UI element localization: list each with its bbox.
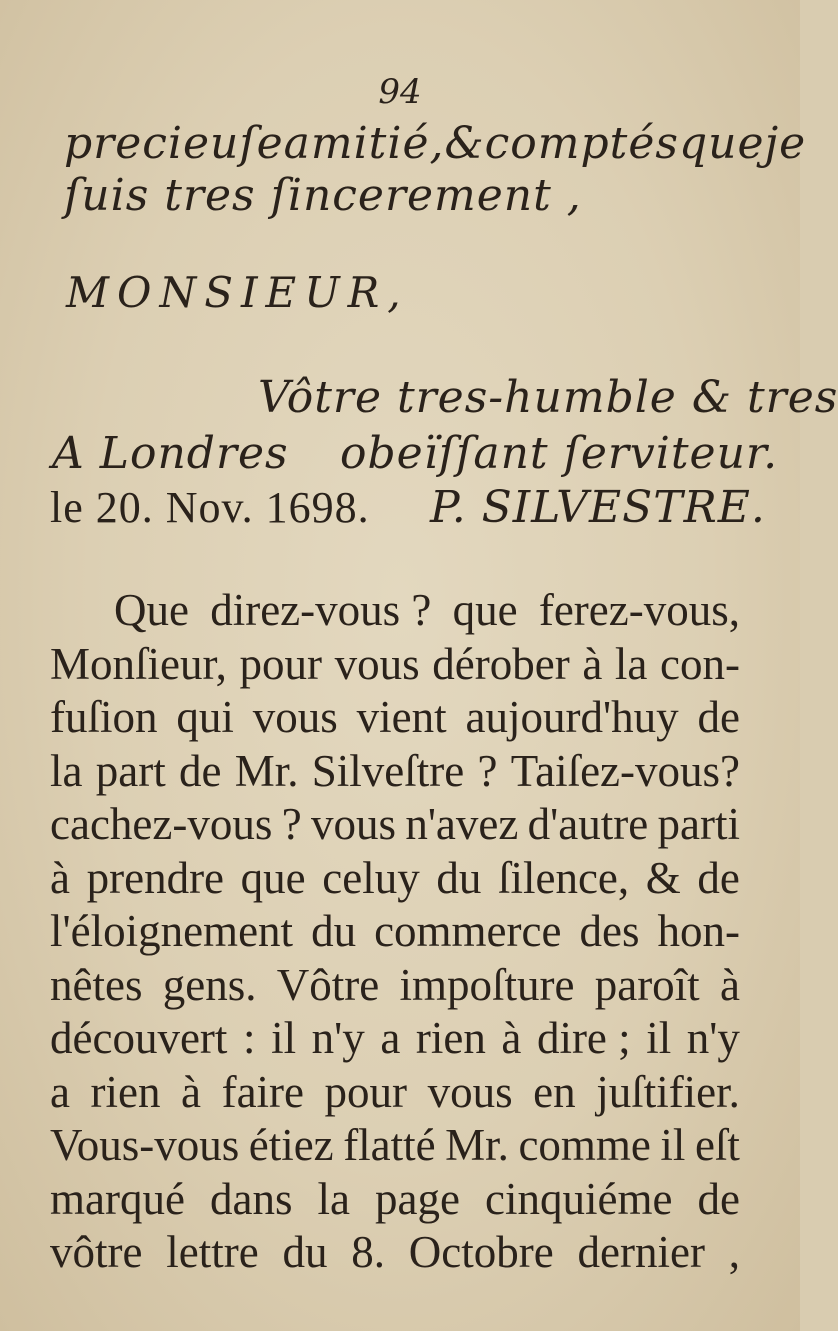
body-word: hon- <box>657 906 740 956</box>
body-word: vous <box>310 799 396 849</box>
body-word: découvert <box>50 1013 228 1063</box>
closing-word: comptés <box>484 118 679 169</box>
signature-line-2: obeïſſant ſerviteur. <box>340 428 779 479</box>
body-word: vous <box>427 1066 513 1117</box>
body-word: vous <box>334 638 420 689</box>
closing-word: je <box>764 118 807 169</box>
salutation: MONSIEUR, <box>66 268 409 317</box>
body-word: aujourd'huy <box>465 692 679 742</box>
body-line <box>50 1173 740 1227</box>
body-word: vous <box>252 692 338 742</box>
body-word: de <box>697 692 740 742</box>
body-word: Silveſtre <box>311 745 465 796</box>
body-word: & <box>645 852 681 903</box>
body-word: n'avez <box>405 799 519 849</box>
signature-line-1: Vôtre tres-humble & tres <box>258 372 838 423</box>
body-word: juſtifier. <box>596 1066 740 1117</box>
body-word: la <box>614 638 648 689</box>
body-word: lettre <box>166 1227 259 1277</box>
body-line <box>50 905 740 959</box>
body-line <box>50 1119 740 1173</box>
body-word: cachez-vous <box>50 799 273 849</box>
body-word: rien <box>415 1013 486 1063</box>
body-word: fuſion <box>50 692 158 742</box>
body-word: à <box>582 638 603 689</box>
body-word: étiez <box>248 1120 334 1170</box>
body-word: Vous-vous <box>50 1120 240 1170</box>
body-word: à <box>50 852 70 903</box>
body-word: Taiſez-vous? <box>510 745 740 796</box>
body-word: part <box>95 745 166 796</box>
body-word: a <box>50 1066 70 1117</box>
body-word: il <box>646 1013 672 1063</box>
body-line <box>50 959 740 1013</box>
body-word: pour <box>324 1066 408 1117</box>
body-word: que <box>452 585 518 635</box>
body-word: direz-vous ? <box>210 585 432 635</box>
body-word: la <box>317 1173 350 1224</box>
body-line <box>50 1066 740 1120</box>
body-line <box>50 584 740 638</box>
body-word: marqué <box>50 1173 185 1224</box>
body-word: de <box>697 1173 740 1224</box>
body-word: paroît <box>594 959 700 1010</box>
body-word: eſt <box>694 1120 740 1170</box>
body-word: à <box>181 1066 202 1117</box>
body-word: à <box>501 1013 522 1063</box>
body-word: dire ; <box>536 1013 631 1063</box>
body-word: page <box>375 1173 460 1224</box>
body-word: dérober <box>432 638 570 689</box>
signature-place: A Londres <box>52 428 289 479</box>
body-line <box>50 1012 740 1066</box>
body-word: n'y <box>686 1013 740 1063</box>
body-word: Que <box>114 585 189 635</box>
body-word: vôtre <box>50 1227 143 1277</box>
closing-line-2: ſuis tres ſincerement , <box>64 170 582 221</box>
body-word: n'y <box>311 1013 365 1063</box>
body-word: celuy <box>322 852 420 903</box>
body-word: Mr. <box>234 745 299 796</box>
body-word: comme <box>518 1120 651 1170</box>
body-word: pour <box>239 638 323 689</box>
body-text <box>50 584 740 1280</box>
body-word: d'autre <box>527 799 649 849</box>
closing-word: & <box>444 118 485 169</box>
body-word: ? <box>281 799 302 849</box>
body-word: , <box>728 1227 740 1277</box>
body-word: dans <box>209 1173 293 1224</box>
body-word: à <box>719 959 740 1010</box>
body-word: de <box>697 852 740 903</box>
body-word: il <box>271 1013 297 1063</box>
body-word: faire <box>221 1066 304 1117</box>
body-word: cinquiéme <box>485 1173 673 1224</box>
closing-word: precieuſe <box>64 118 284 169</box>
body-word: Mr. <box>445 1120 509 1170</box>
body-word: en <box>533 1066 576 1117</box>
body-word: 8. <box>351 1227 386 1277</box>
body-word: Vôtre <box>276 959 380 1010</box>
body-line <box>50 638 740 692</box>
body-word: con- <box>660 638 740 689</box>
body-line <box>50 691 740 745</box>
body-word: gens. <box>162 959 257 1010</box>
body-word: de <box>178 745 222 796</box>
page-number: 94 <box>378 72 422 112</box>
body-word: Octobre <box>408 1227 554 1277</box>
body-word: ſilence, <box>497 852 630 903</box>
body-word: qui <box>176 692 234 742</box>
closing-word: amitié, <box>283 118 445 169</box>
body-line <box>50 745 740 799</box>
body-line <box>50 852 740 906</box>
body-word: parti <box>657 799 740 849</box>
body-word: ferez-vous, <box>538 585 740 635</box>
body-word: rien <box>90 1066 161 1117</box>
body-word: que <box>240 852 306 903</box>
body-line <box>50 798 740 852</box>
body-word: nêtes <box>50 959 143 1010</box>
signature-date: le 20. Nov. 1698. <box>50 483 370 532</box>
body-word: prendre <box>86 852 225 903</box>
body-line <box>50 1226 740 1280</box>
body-word: ? <box>477 745 498 796</box>
body-word: du <box>436 852 482 903</box>
body-word: l'éloignement <box>50 906 294 956</box>
body-word: la <box>50 745 83 796</box>
body-word: impoſture <box>399 959 575 1010</box>
body-word: flatté <box>343 1120 436 1170</box>
body-word: vient <box>356 692 447 742</box>
body-word: des <box>579 906 640 956</box>
body-word: du <box>311 906 357 956</box>
body-word: a <box>380 1013 401 1063</box>
signature-name: P. SILVESTRE. <box>430 482 766 533</box>
body-word: Monſieur, <box>50 638 227 689</box>
body-word: commerce <box>374 906 562 956</box>
body-word: dernier <box>577 1227 705 1277</box>
body-word: : <box>242 1013 256 1063</box>
closing-line-1 <box>64 118 807 169</box>
closing-word: que <box>678 118 765 169</box>
body-word: il <box>660 1120 686 1170</box>
body-word: du <box>282 1227 328 1277</box>
